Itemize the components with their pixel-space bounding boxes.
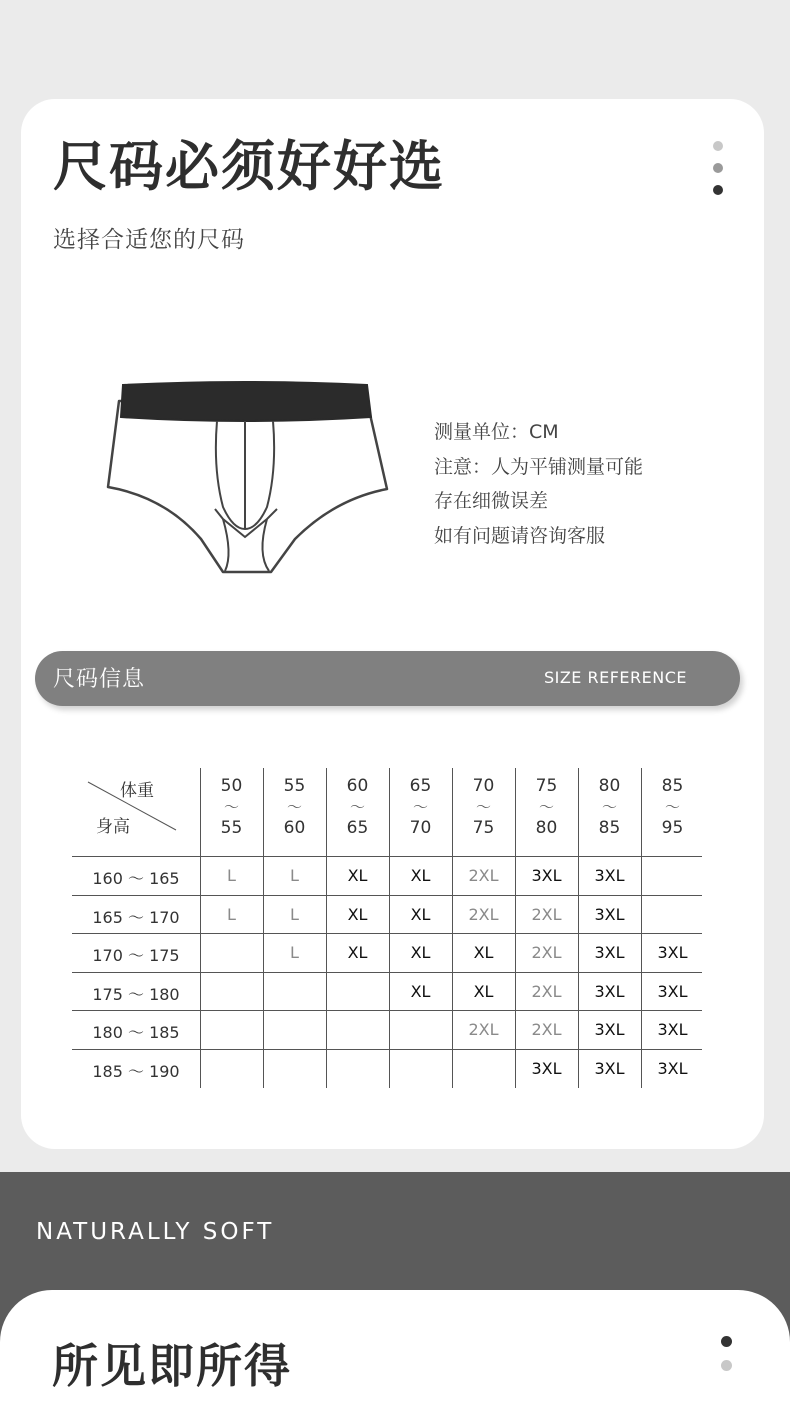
- size-cell: 3XL: [594, 981, 625, 1001]
- banner-title: 尺码信息: [53, 667, 146, 692]
- next-card: [0, 1290, 790, 1410]
- weight-to: 85: [598, 818, 621, 838]
- range-separator: ～: [223, 798, 239, 816]
- note-line: 测量单位：CM: [434, 421, 559, 443]
- weight-column-header: [515, 776, 578, 839]
- weight-from: 60: [346, 776, 369, 796]
- height-row-header: 180 ～ 185: [92, 1023, 180, 1042]
- next-section: [0, 1172, 790, 1393]
- table-corner-header: [72, 768, 200, 856]
- height-row-header: 165 ～ 170: [92, 907, 180, 927]
- size-cell: 2XL: [468, 904, 499, 924]
- weight-column-header: [578, 776, 641, 839]
- weight-to: 80: [535, 818, 558, 838]
- weight-column-header: [641, 776, 704, 839]
- weight-label: 体重: [120, 781, 154, 801]
- pagination-dot[interactable]: [721, 1360, 732, 1371]
- weight-from: 50: [220, 776, 243, 796]
- size-cell: 2XL: [468, 866, 499, 885]
- height-row-header: 160 ～ 165: [92, 869, 180, 888]
- size-cell: 3XL: [531, 1058, 562, 1078]
- range-separator: ～: [475, 798, 491, 816]
- size-cell: 2XL: [531, 943, 562, 962]
- table-row-divider: [72, 933, 702, 934]
- range-separator: ～: [412, 798, 428, 816]
- weight-to: 65: [346, 818, 369, 838]
- note-line: 如有问题请咨询客服: [434, 524, 606, 547]
- page-title: 尺码必须好好选: [53, 135, 445, 198]
- pagination-dot-1[interactable]: [713, 141, 723, 151]
- weight-to: 60: [283, 818, 306, 838]
- size-cell: XL: [410, 943, 431, 962]
- size-cell: 3XL: [594, 1020, 625, 1039]
- note-line: 注意：人为平铺测量可能: [434, 455, 644, 478]
- size-cell: XL: [410, 866, 431, 885]
- range-separator: ～: [664, 798, 680, 816]
- range-separator: ～: [538, 798, 554, 816]
- size-cell: 3XL: [657, 943, 688, 962]
- size-cell: 2XL: [531, 981, 562, 1001]
- table-row-divider: [72, 856, 702, 857]
- weight-column-header: [389, 776, 452, 839]
- height-row-header: 175 ～ 180: [92, 984, 180, 1004]
- size-cell: XL: [347, 943, 368, 962]
- pagination-dot-2[interactable]: [713, 163, 723, 173]
- section-tagline: NATURALLY SOFT: [36, 1219, 275, 1245]
- underwear-illustration: [105, 379, 395, 579]
- weight-from: 75: [535, 776, 558, 796]
- pagination-dots: [713, 141, 725, 207]
- table-row-divider: [72, 895, 702, 896]
- size-cell: 2XL: [531, 904, 562, 924]
- table-row-divider: [72, 1010, 702, 1011]
- weight-to: 55: [220, 818, 243, 838]
- size-cell: XL: [410, 904, 431, 924]
- size-cell: XL: [473, 943, 494, 962]
- height-row-header: 170 ～ 175: [92, 946, 180, 965]
- size-cell: L: [227, 904, 236, 924]
- size-cell: 2XL: [531, 1020, 562, 1039]
- pagination-dot-3[interactable]: [713, 185, 723, 195]
- size-table: [72, 768, 702, 1089]
- weight-from: 65: [409, 776, 432, 796]
- note-line: 存在细微误差: [434, 490, 549, 512]
- weight-from: 70: [472, 776, 495, 796]
- height-row-header: 185 ～ 190: [92, 1061, 180, 1081]
- weight-column-header: [326, 776, 389, 839]
- measurement-notes: [434, 415, 643, 553]
- size-info-banner: [35, 651, 740, 706]
- size-cell: 3XL: [657, 1020, 688, 1039]
- size-cell: XL: [410, 981, 431, 1001]
- weight-from: 85: [661, 776, 684, 796]
- size-cell: 3XL: [657, 981, 688, 1001]
- size-cell: L: [227, 866, 236, 885]
- range-separator: ～: [601, 798, 617, 816]
- size-cell: 3XL: [594, 1058, 625, 1078]
- size-cell: 3XL: [594, 904, 625, 924]
- weight-to: 70: [409, 818, 432, 838]
- size-cell: L: [290, 943, 299, 962]
- size-cell: 3XL: [657, 1058, 688, 1078]
- size-cell: 3XL: [531, 866, 562, 885]
- weight-column-header: [452, 776, 515, 839]
- size-cell: 3XL: [594, 866, 625, 885]
- weight-from: 80: [598, 776, 621, 796]
- range-separator: ～: [349, 798, 365, 816]
- table-row-divider: [72, 1049, 702, 1050]
- weight-column-header: [200, 776, 263, 839]
- pagination-dot[interactable]: [721, 1336, 732, 1347]
- banner-subtitle: SIZE REFERENCE: [543, 668, 687, 687]
- weight-column-header: [263, 776, 326, 839]
- next-card-title: 所见即所得: [52, 1339, 292, 1393]
- size-cell: 3XL: [594, 943, 625, 962]
- size-cell: L: [290, 904, 299, 924]
- table-row-divider: [72, 972, 702, 973]
- weight-to: 75: [472, 818, 495, 838]
- page-subtitle: 选择合适您的尺码: [53, 227, 245, 253]
- size-cell: XL: [473, 981, 494, 1001]
- height-label: 身高: [96, 817, 130, 837]
- size-guide-card: [21, 99, 764, 1149]
- weight-to: 95: [661, 818, 684, 838]
- size-cell: XL: [347, 904, 368, 924]
- size-cell: XL: [347, 866, 368, 885]
- size-cell: 2XL: [468, 1020, 499, 1039]
- range-separator: ～: [286, 798, 302, 816]
- weight-from: 55: [283, 776, 306, 796]
- size-cell: L: [290, 866, 299, 885]
